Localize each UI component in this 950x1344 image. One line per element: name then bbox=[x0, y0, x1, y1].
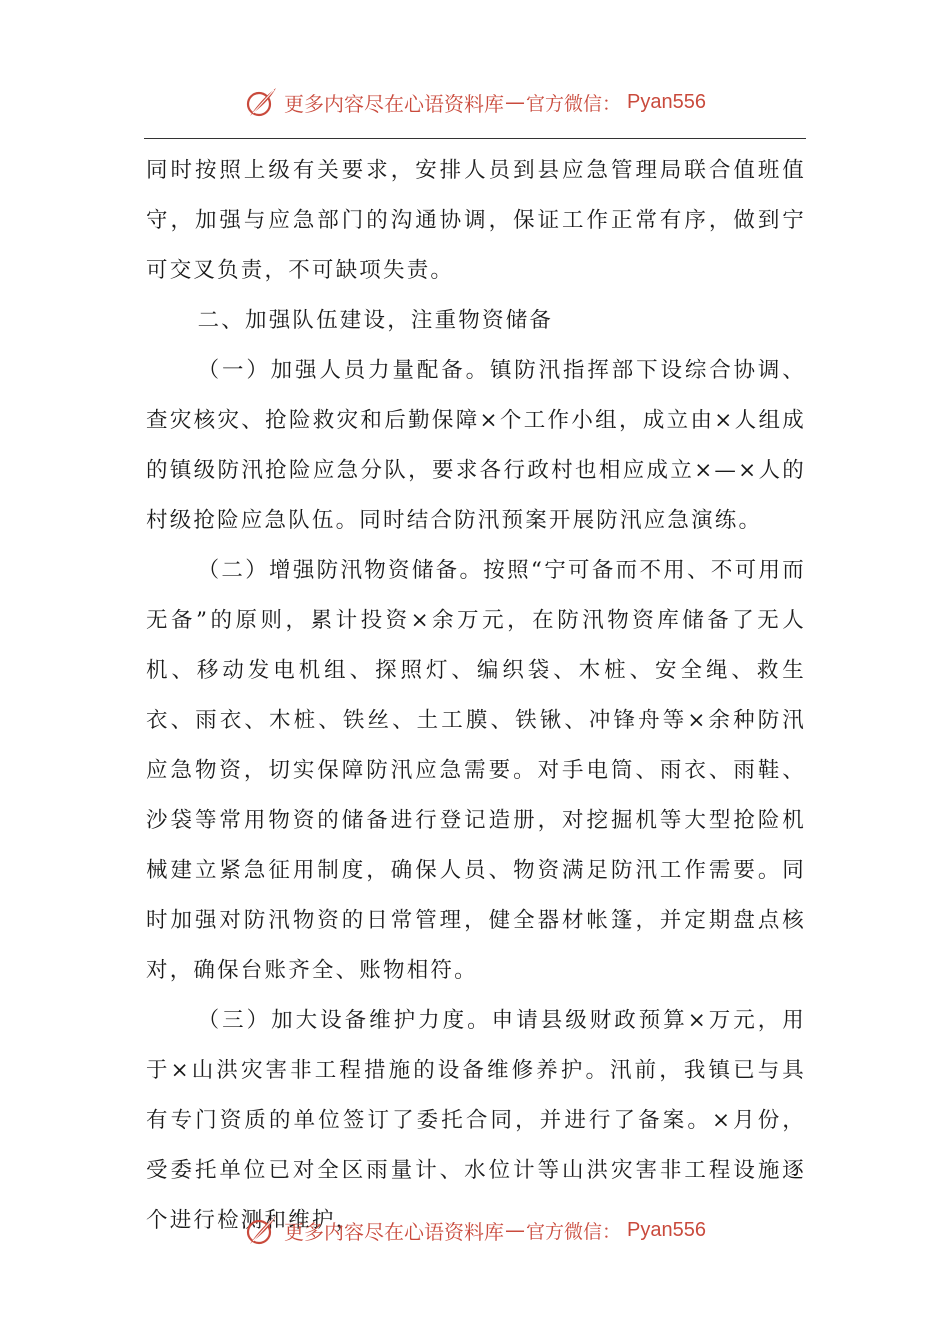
header-wechat-id: Pyan556 bbox=[627, 90, 706, 113]
quill-pen-circle-icon bbox=[244, 85, 278, 119]
footer-banner bbox=[0, 1208, 950, 1252]
paragraph-continuation: 同时按照上级有关要求，安排人员到县应急管理局联合值班值守，加强与应急部门的沟通协调，保证工作正常有序，做到宁可交叉负责，不可缺项失责。 bbox=[146, 158, 806, 283]
header-banner bbox=[0, 80, 950, 124]
document-body bbox=[146, 146, 806, 1246]
paragraph-equipment: （三）加大设备维护力度。申请县级财政预算×万元，用于×山洪灾害非工程措施的设备维修养护。汛前，我镇已与具有专门资质的单位签订了委托合同，并进行了备案。×月份，受委托单位已对全区雨量计、水位计等山洪灾害非工程设施逐个进行检测和维护， bbox=[146, 1008, 806, 1233]
header-brand-text: 更多内容尽在心语资料库 bbox=[284, 91, 504, 116]
quill-pen-circle-icon bbox=[244, 1213, 278, 1247]
section-heading: 二、加强队伍建设，注重物资储备 bbox=[197, 308, 554, 333]
header-official-label: 官方微信： bbox=[526, 92, 622, 115]
header-divider bbox=[144, 138, 806, 139]
footer-dash: — bbox=[505, 1218, 525, 1242]
footer-official-label: 官方微信： bbox=[526, 1220, 622, 1243]
header-dash: — bbox=[505, 90, 525, 114]
paragraph-personnel: （一）加强人员力量配备。镇防汛指挥部下设综合协调、查灾核灾、抢险救灾和后勤保障×个工作小组，成立由×人组成的镇级防汛抢险应急分队，要求各行政村也相应成立×—×人的村级抢险应急队伍。同时结合防汛预案开展防汛应急演练。 bbox=[146, 358, 806, 533]
footer-brand-text: 更多内容尽在心语资料库 bbox=[284, 1219, 504, 1244]
paragraph-supplies: （二）增强防汛物资储备。按照“宁可备而不用、不可用而无备”的原则，累计投资×余万元，在防汛物资库储备了无人机、移动发电机组、探照灯、编织袋、木桩、安全绳、救生衣、雨衣、木桩、铁丝、土工膜、铁锹、冲锋舟等×余种防汛应急物资，切实保障防汛应急需要。对手电筒、雨衣、雨鞋、沙袋等常用物资的储备进行登记造册，对挖掘机等大型抢险机械建立紧急征用制度，确保人员、物资满足防汛工作需要。同时加强对防汛物资的日常管理，健全器材帐篷，并定期盘点核对，确保台账齐全、账物相符。 bbox=[146, 558, 806, 983]
footer-wechat-id: Pyan556 bbox=[627, 1218, 706, 1241]
